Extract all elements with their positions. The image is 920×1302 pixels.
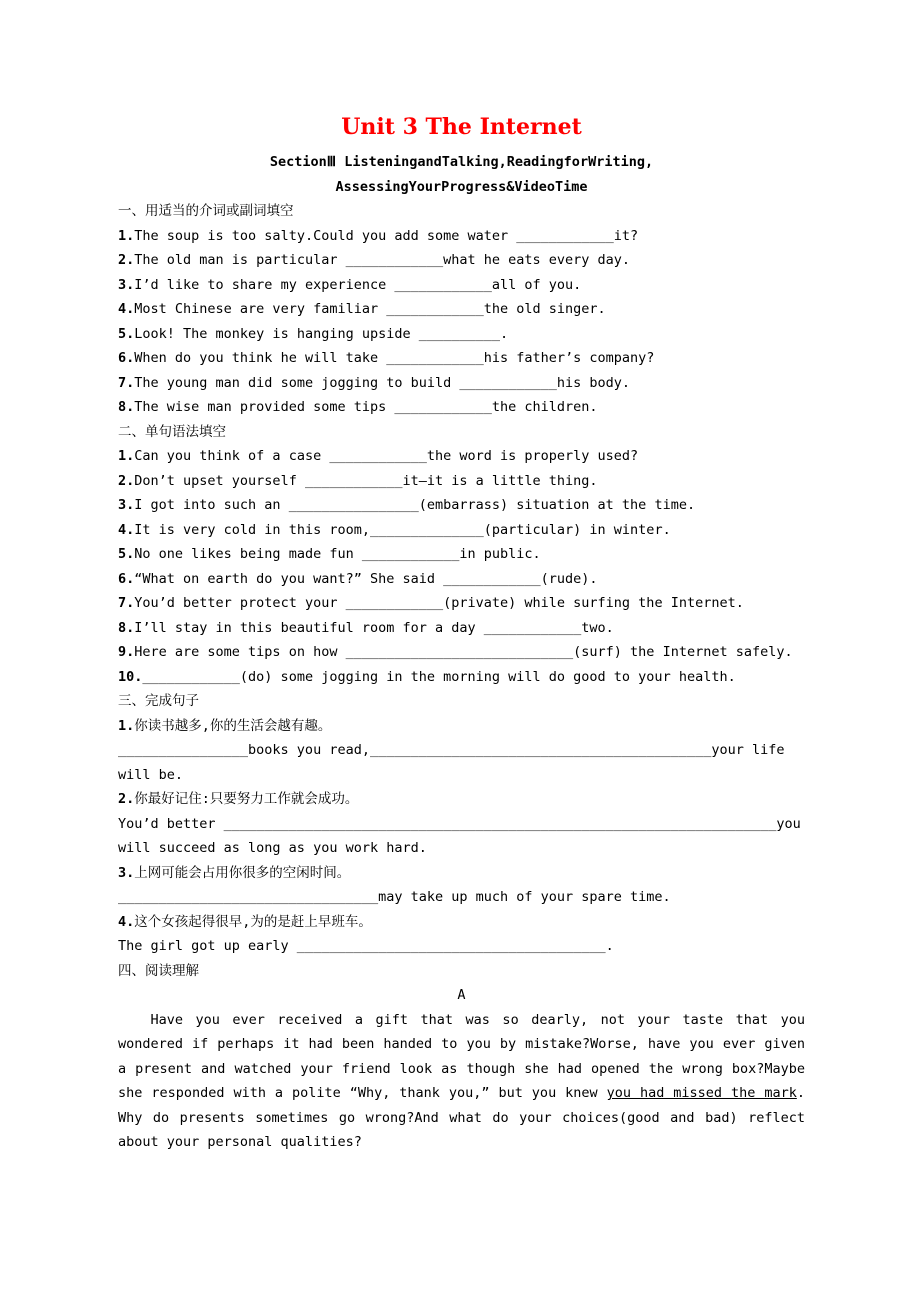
item-text: It is very cold in this room,______________(particular) in winter.: [134, 521, 671, 538]
item-text: I’d like to share my experience ____________all of you.: [134, 276, 582, 293]
answer-line: [118, 885, 805, 910]
item-text-en: The girl got up early ______________________________________.: [118, 938, 614, 954]
exercise-item: [118, 224, 805, 249]
exercise-item: [118, 542, 805, 567]
exercise-item: [118, 616, 805, 641]
item-text: I got into such an ________________(embarrass) situation at the time.: [134, 497, 696, 513]
passage-text-after: . Why do presents sometimes go wrong?And what do your choices(good and bad) reflect about your personal qualities?: [118, 1085, 805, 1150]
item-text-zh: 这个女孩起得很早,为的是赶上早班车。: [134, 913, 372, 930]
exercise-item: [118, 273, 805, 298]
item-text: The wise man provided some tips ____________the children.: [134, 399, 598, 415]
item-text: When do you think he will take ____________his father’s company?: [134, 350, 655, 366]
passage-label: A: [457, 987, 466, 1003]
item-text: Most Chinese are very familiar ____________the old singer.: [134, 301, 606, 317]
item-number: 8.: [118, 399, 135, 415]
item-number: 1.: [118, 448, 135, 464]
section-heading: [118, 150, 805, 199]
item-text-en: You’d better ____________________________________________________________________you will succeed as long as you work hard.: [118, 815, 801, 856]
exercise-item: [118, 787, 805, 812]
item-number: 3.: [118, 276, 135, 293]
item-number: 4.: [118, 913, 135, 930]
item-text: Can you think of a case ____________the word is properly used?: [134, 448, 639, 464]
exercise-item: [118, 444, 805, 469]
item-text: You’d better protect your ____________(private) while surfing the Internet.: [134, 595, 744, 611]
exercise-item: [118, 469, 805, 494]
exercise-item: [118, 665, 805, 690]
item-number: 10.: [118, 668, 143, 685]
item-number: 9.: [118, 644, 135, 660]
item-number: 2.: [118, 791, 135, 807]
item-number: 4.: [118, 521, 135, 538]
exercise-item: [118, 714, 805, 739]
item-number: 6.: [118, 570, 135, 587]
item-text: Look! The monkey is hanging upside __________.: [134, 325, 509, 342]
part3-header: 三、完成句子: [118, 693, 199, 709]
exercise-item: [118, 910, 805, 935]
item-text: The old man is particular ____________what he eats every day.: [134, 252, 631, 268]
item-number: 4.: [118, 301, 135, 317]
item-text: “What on earth do you want?” She said ____________(rude).: [134, 570, 598, 587]
page-title: Unit 3 The Internet: [341, 114, 582, 140]
item-text: Here are some tips on how ____________________________(surf) the Internet safely.: [134, 644, 793, 660]
item-text: I’ll stay in this beautiful room for a day ____________two.: [134, 619, 614, 636]
exercise-item: [118, 371, 805, 396]
part1-header: 一、用适当的介词或副词填空: [118, 203, 294, 219]
exercise-item: [118, 591, 805, 616]
item-number: 2.: [118, 252, 135, 268]
section-heading-line1: SectionⅢ ListeningandTalking,ReadingforWriting,: [269, 154, 654, 170]
section-heading-line2: AssessingYourProgress&VideoTime: [335, 178, 588, 195]
item-number: 5.: [118, 546, 135, 562]
exercise-item: [118, 567, 805, 592]
answer-line: [118, 738, 805, 787]
item-number: 6.: [118, 350, 135, 366]
item-number: 8.: [118, 619, 135, 636]
item-text: The young man did some jogging to build ____________his body.: [134, 374, 631, 391]
item-number: 2.: [118, 472, 135, 489]
item-number: 7.: [118, 595, 135, 611]
exercise-item: [118, 861, 805, 886]
passage-underlined-phrase: you had missed the mark: [606, 1085, 797, 1101]
exercise-item: [118, 248, 805, 273]
item-number: 7.: [118, 374, 135, 391]
item-text-zh: 你读书越多,你的生活会越有趣。: [134, 717, 332, 734]
item-text-en: ________________________________may take up much of your spare time.: [118, 889, 671, 905]
exercise-item: [118, 640, 805, 665]
exercise-item: [118, 395, 805, 420]
exercise-item: [118, 518, 805, 543]
item-text-en: ________________books you read,__________________________________________your life will be.: [118, 742, 785, 783]
item-number: 1.: [118, 227, 135, 244]
exercise-item: [118, 322, 805, 347]
reading-passage: [118, 1008, 805, 1155]
answer-line: [118, 934, 805, 959]
answer-line: [118, 812, 805, 861]
item-number: 3.: [118, 864, 135, 881]
item-number: 5.: [118, 325, 135, 342]
part2-header: 二、单句语法填空: [118, 423, 226, 440]
exercise-item: [118, 297, 805, 322]
part4-header: 四、阅读理解: [118, 962, 199, 979]
passage-text-before: Have you ever received a gift that was so dearly, not your taste that you wondered if perhaps it had been handed to you by mistake?Worse, have you ever given a present and watched your friend look as though she had opened the wrong box?Maybe she responded with a polite “Why, thank you,” but you knew: [118, 1011, 805, 1101]
item-text: No one likes being made fun ____________in public.: [134, 546, 541, 562]
item-text-zh: 上网可能会占用你很多的空闲时间。: [134, 864, 351, 881]
exercise-item: [118, 346, 805, 371]
item-text-zh: 你最好记住:只要努力工作就会成功。: [134, 791, 359, 807]
item-text: The soup is too salty.Could you add some water ____________it?: [134, 227, 639, 244]
item-number: 3.: [118, 497, 135, 513]
item-text: Don’t upset yourself ____________it—it is a little thing.: [134, 472, 598, 489]
exercise-item: [118, 493, 805, 518]
item-number: 1.: [118, 717, 135, 734]
item-text: ____________(do) some jogging in the morning will do good to your health.: [142, 668, 736, 685]
